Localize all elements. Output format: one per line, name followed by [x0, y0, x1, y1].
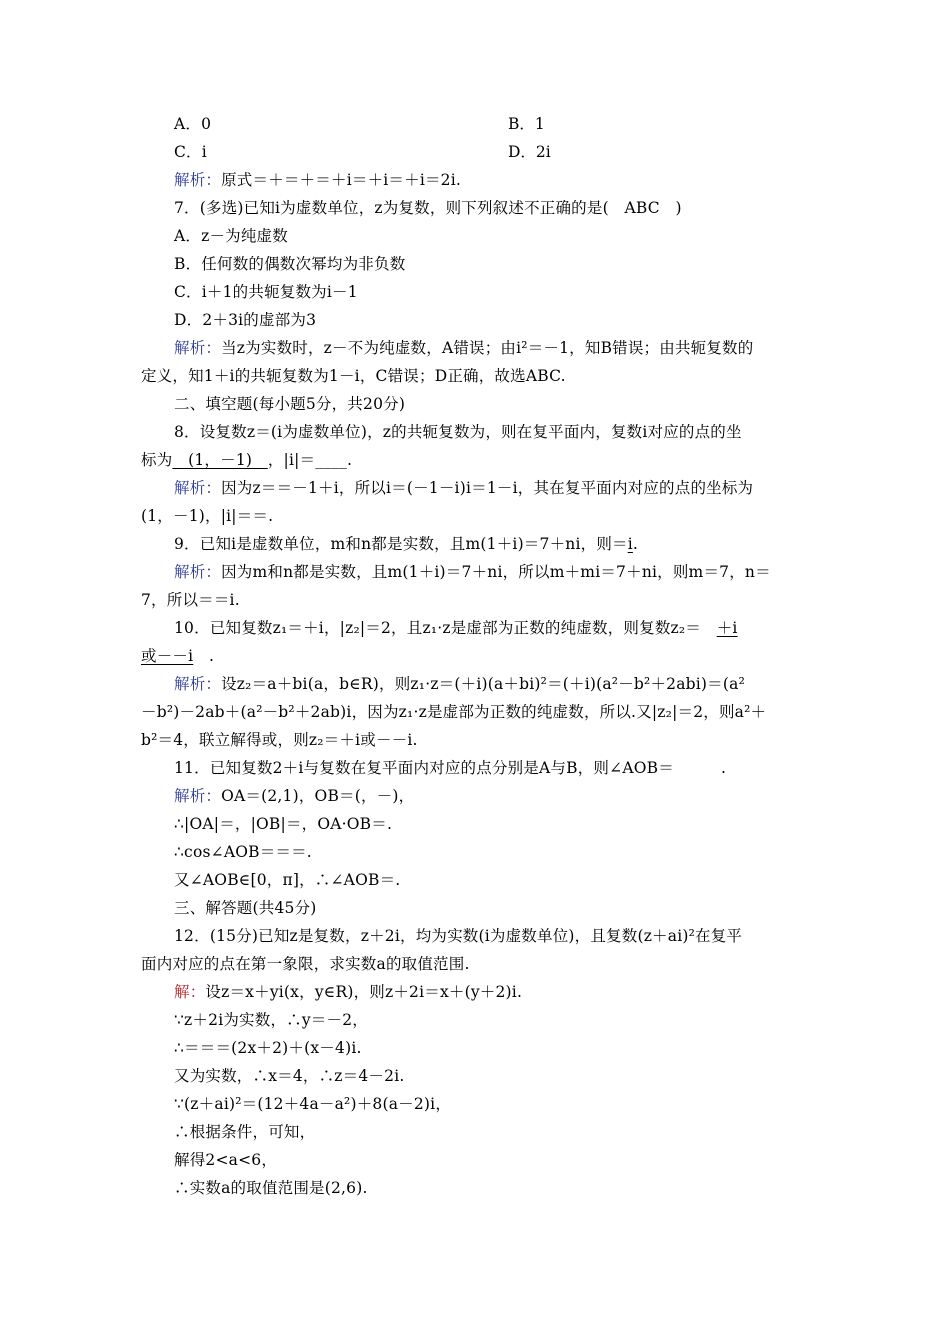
text-span: ∴＝＝＝(2x＋2)＋(x－4)i. [174, 1039, 362, 1057]
text-span: 11．已知复数2＋i与复数在复平面内对应的点分别是A与B，则∠AOB＝ . [174, 759, 727, 777]
text-span: . [193, 647, 215, 665]
text-span: 因为z＝＝－1＋i，所以i＝(－1－i)i＝1－i，其在复平面内对应的点的坐标为 [221, 479, 754, 497]
text-line [174, 758, 726, 778]
text-line [141, 954, 470, 974]
text-line [174, 170, 461, 190]
text-line [174, 310, 316, 330]
text-span: . [632, 535, 639, 553]
text-span: ∴实数a的取值范围是(2,6). [174, 1179, 368, 1197]
text-span: 9．已知i是虚数单位，m和n都是实数，且m(1＋i)＝7＋ni，则＝ [174, 535, 628, 553]
text-span: ∵z＋2i为实数，∴y＝－2， [174, 1011, 368, 1029]
text-line [174, 394, 405, 414]
text-span: 当z为实数时，z－不为纯虚数，A错误；由i²＝－1，知B错误；由共轭复数的 [221, 339, 754, 357]
text-line [141, 450, 352, 470]
analysis-label: 解析： [174, 563, 222, 581]
text-line [174, 926, 742, 946]
text-span: 标为 [141, 451, 173, 469]
text-span: 7．(多选)已知i为虚数单位，z为复数，则下列叙述不正确的是( ABC ) [174, 199, 682, 217]
text-line [174, 786, 414, 806]
option-right: B．1 [508, 115, 545, 133]
answer-blank: 或－－i [141, 647, 194, 665]
text-span: 因为m和n都是实数，且m(1＋i)＝7＋ni，所以m＋mi＝7＋ni，则m＝7，n＝ [221, 563, 771, 581]
text-span: OA＝(2,1)，OB＝(，－)， [221, 787, 415, 805]
text-line [174, 1122, 315, 1142]
text-span: ∴根据条件，可知， [174, 1123, 316, 1141]
text-span: A．z－为纯虚数 [174, 227, 288, 245]
text-span: C．i [174, 143, 207, 161]
analysis-label: 解析： [174, 339, 222, 357]
analysis-label: 解析： [174, 479, 222, 497]
text-span: 二、填空题(每小题5分，共20分) [174, 395, 406, 413]
text-span: 12．(15分)已知z是复数，z＋2i，均为实数(i为虚数单位)，且复数(z＋ai)²在复平 [174, 927, 743, 945]
text-span: 三、解答题(共45分) [174, 899, 317, 917]
text-span: 解得2<a<6， [174, 1151, 278, 1169]
analysis-label: 解析： [174, 787, 222, 805]
text-line [174, 422, 742, 442]
text-line [174, 1038, 362, 1058]
text-line [174, 478, 753, 498]
text-line [174, 1150, 277, 1170]
text-span: D．2＋3i的虚部为3 [174, 311, 317, 329]
text-span: ∴cos∠AOB＝＝＝. [174, 843, 312, 861]
text-line [174, 842, 312, 862]
text-line [174, 814, 392, 834]
text-line [174, 1010, 368, 1030]
text-line [174, 114, 211, 134]
text-span: (1，－1)，|i|＝＝. [141, 507, 274, 525]
text-span: ____ [315, 451, 348, 469]
text-span: 7，所以＝＝i. [141, 591, 240, 609]
text-line [174, 142, 207, 162]
text-span: 8．设复数z＝(i为虚数单位)，z的共轭复数为，则在复平面内，复数i对应的点的坐 [174, 423, 742, 441]
text-line [141, 590, 240, 610]
option-right: D．2i [508, 143, 551, 161]
answer-blank: ＋i [716, 619, 738, 637]
text-span: 设z₂＝a＋bi(a，b∈R)，则z₁·z＝(＋i)(a＋bi)²＝(＋i)(a²－b²＋2abi)＝(a² [221, 675, 745, 693]
text-span: 又∠AOB∈[0，π]，∴∠AOB＝. [174, 871, 401, 889]
text-line [174, 562, 771, 582]
text-line [174, 282, 358, 302]
text-line [141, 730, 418, 750]
text-span: A．0 [174, 115, 212, 133]
text-line [141, 506, 273, 526]
analysis-label: 解析： [174, 171, 222, 189]
text-line [174, 618, 738, 638]
text-span: 面内对应的点在第一象限，求实数a的取值范围. [141, 955, 470, 973]
text-line [174, 1094, 451, 1114]
answer-blank: i [627, 535, 633, 553]
text-line [174, 534, 638, 554]
text-span: 又为实数，∴x＝4，∴z＝4－2i. [174, 1067, 405, 1085]
text-line [174, 898, 317, 918]
answer-blank: (1，－1) [172, 451, 268, 469]
text-span: 定义，知1＋i的共轭复数为1－i，C错误；D正确，故选ABC. [141, 367, 566, 385]
text-line [141, 646, 214, 666]
text-line [141, 702, 766, 722]
text-line [174, 674, 745, 694]
text-span: 10．已知复数z₁＝＋i，|z₂|＝2，且z₁·z是虚部为正数的纯虚数，则复数z₂＝ [174, 619, 717, 637]
text-span: B．任何数的偶数次幂均为非负数 [174, 255, 406, 273]
solution-label: 解： [174, 983, 206, 1001]
text-span: ∵(z＋ai)²＝(12＋4a－a²)＋8(a－2)i， [174, 1095, 452, 1113]
text-span: －b²)－2ab＋(a²－b²＋2ab)i，因为z₁·z是虚部为正数的纯虚数，所以.又|z₂|＝2，则a²＋ [141, 703, 767, 721]
text-span: b²＝4，联立解得或，则z₂＝＋i或－－i. [141, 731, 418, 749]
analysis-label: 解析： [174, 675, 222, 693]
text-line [174, 254, 405, 274]
text-span: C．i＋1的共轭复数为i－1 [174, 283, 358, 301]
text-line [174, 226, 288, 246]
text-span: 设z＝x＋yi(x，y∈R)，则z＋2i＝x＋(y＋2)i. [205, 983, 523, 1001]
text-span: ，|i|＝ [267, 451, 316, 469]
text-line [174, 198, 682, 218]
text-line [174, 870, 400, 890]
text-line [174, 1178, 368, 1198]
text-line [174, 338, 753, 358]
text-span: 原式＝＋＝＋＝＋i＝＋i＝＋i＝2i. [221, 171, 462, 189]
text-line [174, 1066, 404, 1086]
text-line [141, 366, 566, 386]
text-span: ∴|OA|＝，|OB|＝，OA·OB＝. [174, 815, 393, 833]
text-line [174, 982, 522, 1002]
text-span: . [347, 451, 353, 469]
